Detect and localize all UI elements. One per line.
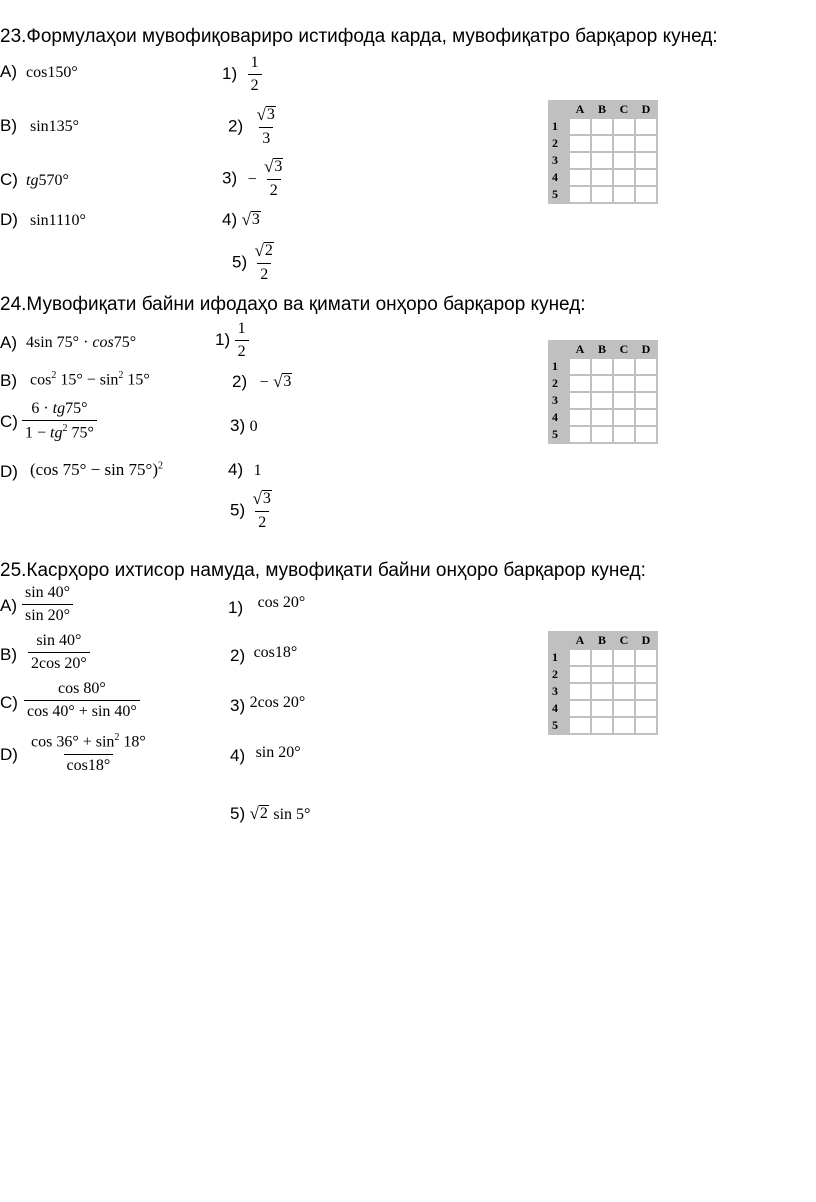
q25-answer-1: 1) cos 20°: [228, 594, 306, 617]
q23-answer-5: 5) √ 2 2: [232, 241, 273, 284]
q23-answer-2: 2) √ 3 3: [228, 105, 275, 148]
grid-cell[interactable]: [591, 375, 613, 392]
q24-answer-grid: A B C D 1 2 3 4 5: [548, 340, 658, 444]
q25-answer-4: 4) sin 20°: [230, 744, 301, 765]
grid-cell[interactable]: [635, 649, 657, 666]
q23-title: 23.Формулаҳои мувофиқовариро истифода карда, мувофиқатро барқарор кунед:: [0, 26, 718, 47]
grid-cell[interactable]: [613, 375, 635, 392]
q25-label-c: C): [0, 693, 18, 712]
q23-expr-a: cos150°: [26, 64, 78, 81]
grid-cell[interactable]: [591, 392, 613, 409]
grid-cell[interactable]: [591, 683, 613, 700]
grid-cell[interactable]: [591, 358, 613, 375]
q24-answer-4: 4) 1: [228, 460, 262, 479]
q24-label-a: A): [0, 333, 17, 352]
grid-cell[interactable]: [613, 358, 635, 375]
q25-label-b: B): [0, 645, 17, 664]
q24-answer-2: 2) − √ 3: [232, 372, 292, 391]
grid-cell[interactable]: [635, 683, 657, 700]
grid-cell[interactable]: [569, 169, 591, 186]
q25-expr-d: $\frac{\cos 36^\circ + \sin^2 18^\circ}{\cos 18^\circ}$: [31, 732, 146, 774]
grid-cell[interactable]: [569, 375, 591, 392]
q23-answer-grid: A B C D 1 2 3 4 5: [548, 100, 658, 204]
grid-cell[interactable]: [613, 717, 635, 734]
grid-cell[interactable]: [613, 135, 635, 152]
grid-cell[interactable]: [635, 375, 657, 392]
grid-cell[interactable]: [591, 152, 613, 169]
grid-cell[interactable]: [569, 186, 591, 203]
grid-cell[interactable]: [635, 152, 657, 169]
grid-cell[interactable]: [613, 426, 635, 443]
grid-cell[interactable]: [635, 409, 657, 426]
q24-expr-b: $\cos^2 15^\circ - \sin^2 15^\circ$: [30, 370, 150, 389]
grid-cell[interactable]: [591, 118, 613, 135]
grid-cell[interactable]: [635, 717, 657, 734]
grid-cell[interactable]: [569, 683, 591, 700]
q23-label-c: C): [0, 170, 18, 189]
grid-cell[interactable]: [569, 118, 591, 135]
grid-cell[interactable]: [613, 700, 635, 717]
q25-expr-c: $\frac{\cos 80^\circ}{\cos 40^\circ + \sin 40^\circ}$: [24, 680, 140, 722]
grid-cell[interactable]: [591, 666, 613, 683]
grid-cell[interactable]: [569, 426, 591, 443]
grid-cell[interactable]: [635, 666, 657, 683]
grid-cell[interactable]: [613, 392, 635, 409]
grid-cell[interactable]: [569, 700, 591, 717]
q24-expr-a: 4sin 75° · cos75°: [26, 334, 137, 351]
q25-answer-5: 5) √ 2 sin 5°: [230, 804, 311, 823]
grid-cell[interactable]: [613, 169, 635, 186]
q23-expr-d: sin1110°: [30, 212, 86, 229]
grid-cell[interactable]: [635, 118, 657, 135]
q25-label-d: D): [0, 745, 18, 764]
grid-cell[interactable]: [635, 700, 657, 717]
grid-cell[interactable]: [635, 186, 657, 203]
grid-cell[interactable]: [569, 666, 591, 683]
grid-cell[interactable]: [591, 186, 613, 203]
q24-expr-c: $\frac{6 \cdot tg75^\circ}{1 - tg^2 75^\circ}$: [22, 400, 97, 443]
q25-answer-grid: A B C D 1 2 3 4 5: [548, 631, 658, 735]
grid-cell[interactable]: [591, 700, 613, 717]
q25-label-a: A): [0, 596, 17, 615]
q24-answer-5: 5) √ 3 2: [230, 489, 271, 532]
q23-label-b: B): [0, 116, 17, 135]
grid-cell[interactable]: [635, 169, 657, 186]
q24-expr-d: (cos 75° − sin 75°)$^2$: [30, 460, 164, 479]
grid-cell[interactable]: [635, 392, 657, 409]
grid-cell[interactable]: [613, 186, 635, 203]
q24-label-d: D): [0, 462, 18, 481]
q24-title: 24.Мувофиқати байни ифодаҳо ва қимати онҳоро барқарор кунед:: [0, 294, 586, 315]
q23-expr-b: sin135°: [30, 118, 80, 135]
grid-cell[interactable]: [635, 358, 657, 375]
q24-answer-1: 1) $\frac{1}{2}$: [215, 320, 249, 362]
q25-expr-a: $\frac{\sin 40^\circ}{\sin 20^\circ}$: [22, 584, 73, 626]
q23-label-a: A): [0, 62, 17, 81]
q25-title: 25.Касрҳоро ихтисор намуда, мувофиқати байни онҳоро барқарор кунед:: [0, 560, 646, 581]
q25-expr-b: $\frac{\sin 40^\circ}{2\cos 20^\circ}$: [28, 632, 90, 674]
grid-cell[interactable]: [591, 135, 613, 152]
grid-cell[interactable]: [569, 409, 591, 426]
grid-cell[interactable]: [569, 649, 591, 666]
q23-label-d: D): [0, 210, 18, 229]
q24-answer-3: 3) 0: [230, 416, 258, 435]
grid-cell[interactable]: [591, 717, 613, 734]
grid-cell[interactable]: [613, 666, 635, 683]
grid-cell[interactable]: [569, 152, 591, 169]
grid-cell[interactable]: [613, 683, 635, 700]
q23-answer-1: 1) $\frac{1}{2}$: [222, 54, 262, 96]
grid-cell[interactable]: [613, 118, 635, 135]
q23-answer-4: 4) √ 3: [222, 210, 260, 229]
q25-answer-3: 3) 2cos 20°: [230, 694, 306, 715]
q24-label-c: C): [0, 412, 18, 431]
grid-cell[interactable]: [613, 409, 635, 426]
grid-cell[interactable]: [591, 649, 613, 666]
grid-cell[interactable]: [569, 135, 591, 152]
q25-answer-2: 2) cos18°: [230, 644, 298, 665]
q23-expr-c: tg570°: [26, 172, 69, 189]
q24-label-b: B): [0, 371, 17, 390]
grid-cell[interactable]: [591, 409, 613, 426]
grid-cell[interactable]: [569, 392, 591, 409]
grid-cell[interactable]: [613, 152, 635, 169]
q23-answer-3: 3) − √ 3 2: [222, 157, 283, 200]
grid-cell[interactable]: [569, 717, 591, 734]
grid-cell[interactable]: [635, 426, 657, 443]
grid-cell[interactable]: [591, 426, 613, 443]
grid-cell[interactable]: [591, 169, 613, 186]
grid-cell[interactable]: [613, 649, 635, 666]
grid-cell[interactable]: [569, 358, 591, 375]
grid-cell[interactable]: [635, 135, 657, 152]
